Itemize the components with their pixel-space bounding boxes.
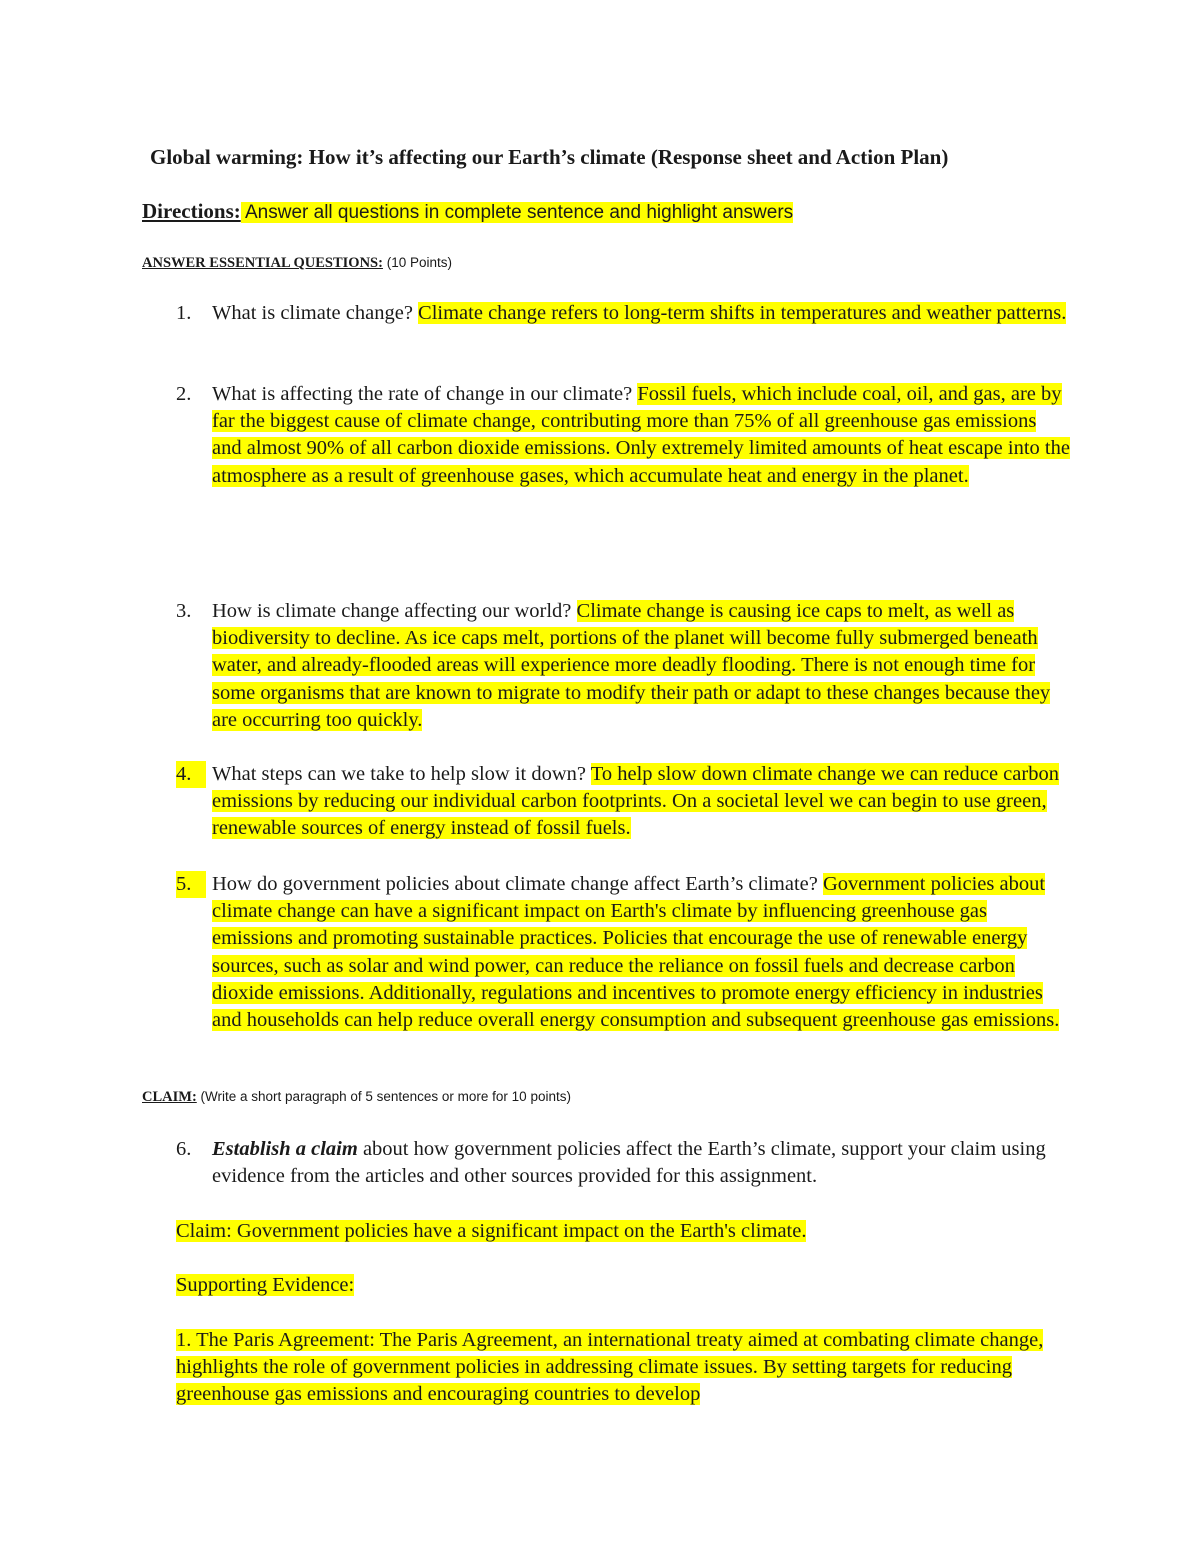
question-2	[170, 381, 1070, 490]
question-text: How do government policies about climate change affect Earth’s climate?	[212, 873, 823, 895]
section-points: (10 Points)	[382, 255, 452, 270]
evidence-text: 1. The Paris Agreement: The Paris Agreement, an international treaty aimed at combating climate change, highlights the role of government policies in addressing climate issues. By setting targets for reducing greenhouse gas emissions and encouraging countries to develop	[176, 1329, 1044, 1406]
question-5	[170, 871, 1070, 1034]
question-number: 4.	[176, 761, 206, 788]
answer-text: Climate change refers to long-term shifts in temperatures and weather patterns.	[418, 302, 1067, 324]
question-number: 2.	[176, 383, 192, 405]
directions-text: Answer all questions in complete sentence and highlight answers	[240, 202, 794, 223]
directions-label: Directions:	[142, 199, 241, 223]
question-emphasis: Establish a claim	[212, 1138, 358, 1160]
answer-text: Climate change is causing ice caps to melt, as well as biodiversity to decline. As ice caps melt, portions of the planet will become fully submerged beneath water, and already-flooded areas will experience more deadly flooding. There is not enough time for some organisms that are known to migrate to modify their path or adapt to these changes because they are occurring too quickly.	[212, 600, 1051, 731]
question-number: 5.	[176, 871, 206, 898]
question-4	[170, 761, 1070, 843]
question-number: 6.	[176, 1138, 192, 1160]
section-points: (Write a short paragraph of 5 sentences or more for 10 points)	[196, 1089, 571, 1104]
question-text: about how government policies affect the Earth’s climate, support your claim using evidence from the articles and other sources provided for this assignment.	[212, 1138, 1046, 1188]
question-text: What is affecting the rate of change in our climate?	[212, 383, 638, 405]
claim-statement	[176, 1218, 1056, 1245]
question-1	[170, 300, 1070, 327]
answer-text: To help slow down climate change we can reduce carbon emissions by reducing our individual carbon footprints. On a societal level we can begin to use green, renewable sources of energy instead of fossil fuels.	[212, 763, 1059, 840]
answer-text: Government policies about climate change can have a significant impact on Earth's climate by influencing greenhouse gas emissions and promoting sustainable practices. Policies that encourage the use of renewable energy sources, such as solar and wind power, can reduce the reliance on fossil fuels and decrease carbon dioxide emissions. Additionally, regulations and incentives to promote energy efficiency in industries and households can help reduce overall energy consumption and subsequent greenhouse gas emissions.	[212, 873, 1060, 1032]
question-number: 3.	[176, 600, 192, 622]
section-label: ANSWER ESSENTIAL QUESTIONS:	[142, 255, 383, 271]
document-title: Global warming: How it’s affecting our Earth’s climate (Response sheet and Action Plan)	[150, 145, 949, 169]
section-heading-claim	[142, 1087, 571, 1107]
evidence-paragraph-1	[176, 1327, 1056, 1409]
supporting-evidence-heading	[176, 1272, 1056, 1299]
question-text: What steps can we take to help slow it down?	[212, 763, 591, 785]
question-3	[170, 598, 1070, 734]
question-number: 1.	[176, 302, 192, 324]
question-text: What is climate change?	[212, 302, 419, 324]
answer-text: Fossil fuels, which include coal, oil, and gas, are by far the biggest cause of climate change, contributing more than 75% of all greenhouse gas emissions and almost 90% of all carbon dioxide emissions. Only extremely limited amounts of heat escape into the atmosphere as a result of greenhouse gases, which accumulate heat and energy in the planet.	[212, 383, 1070, 487]
claim-text: Claim: Government policies have a significant impact on the Earth's climate.	[176, 1220, 807, 1242]
section-heading-essential-questions	[142, 253, 452, 273]
question-text: How is climate change affecting our world?	[212, 600, 577, 622]
section-label: CLAIM:	[142, 1089, 197, 1105]
directions	[142, 196, 793, 228]
question-6	[170, 1136, 1070, 1190]
supporting-label: Supporting Evidence:	[176, 1274, 355, 1296]
